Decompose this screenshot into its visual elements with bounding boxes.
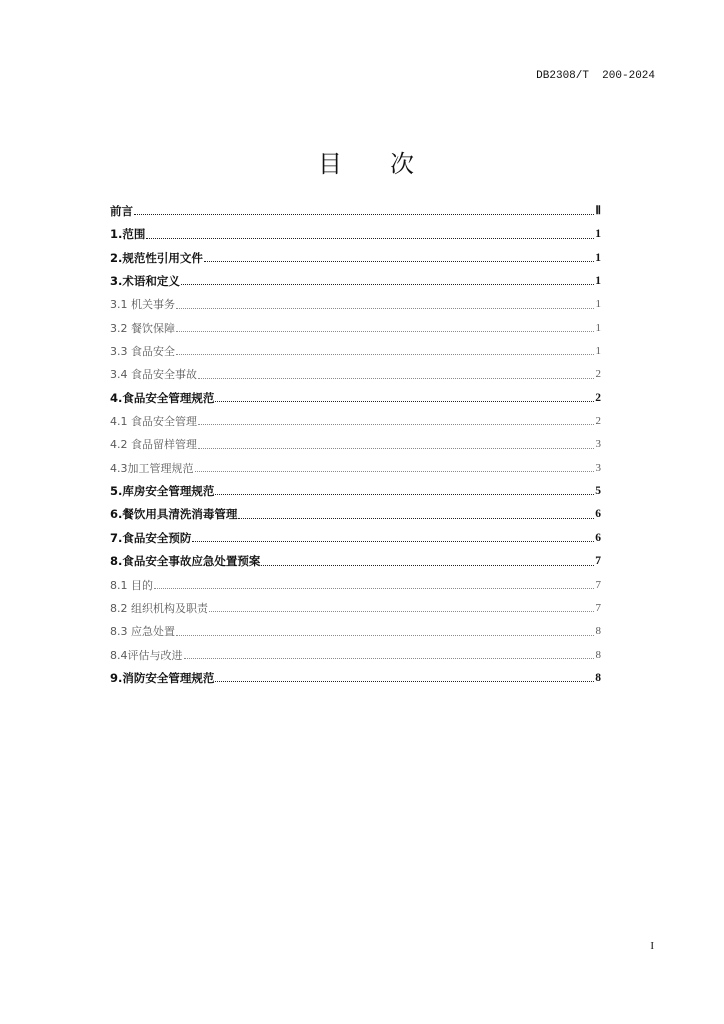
toc-entry-page: 5 bbox=[595, 485, 601, 498]
dot-leader bbox=[195, 471, 595, 472]
toc-entry-page: 7 bbox=[595, 555, 601, 568]
toc-entry-foreword bbox=[110, 200, 601, 223]
toc-entry-page: 6 bbox=[595, 531, 601, 544]
toc-entry-label: 3.4 食品安全事故 bbox=[110, 368, 197, 382]
dot-leader bbox=[215, 401, 594, 402]
dot-leader bbox=[209, 611, 594, 612]
document-id: DB2308/T 200-2024 bbox=[536, 70, 655, 82]
toc-entry-6 bbox=[110, 503, 601, 526]
toc-entry-label: 7.食品安全预防 bbox=[110, 530, 192, 545]
toc-entry-label: 8.2 组织机构及职责 bbox=[110, 601, 208, 615]
dot-leader bbox=[134, 214, 594, 215]
toc-entry-page: 7 bbox=[595, 601, 601, 614]
toc-entry-page: 3 bbox=[595, 461, 601, 474]
dot-leader bbox=[215, 494, 594, 495]
toc-entry-label: 3.1 机关事务 bbox=[110, 298, 175, 312]
toc-entry-label: 3.2 餐饮保障 bbox=[110, 321, 175, 335]
toc-entry-page: 1 bbox=[595, 298, 601, 311]
dot-leader bbox=[238, 518, 594, 519]
toc-entry-4-2 bbox=[110, 433, 601, 456]
toc-entry-4-1 bbox=[110, 410, 601, 433]
toc-entry-label: 4.1 食品安全管理 bbox=[110, 415, 197, 429]
toc-entry-9 bbox=[110, 667, 601, 690]
toc-entry-3-1 bbox=[110, 293, 601, 316]
dot-leader bbox=[154, 588, 594, 589]
toc-entry-4 bbox=[110, 387, 601, 410]
toc-entry-page: 2 bbox=[595, 415, 601, 428]
dot-leader bbox=[176, 635, 594, 636]
toc-entry-label: 前言 bbox=[110, 204, 133, 218]
toc-entry-page: 6 bbox=[595, 508, 601, 521]
toc-entry-page: 2 bbox=[595, 368, 601, 381]
dot-leader bbox=[176, 308, 594, 309]
dot-leader bbox=[198, 448, 594, 449]
toc-entry-label: 1.范围 bbox=[110, 227, 146, 242]
toc-entry-8 bbox=[110, 550, 601, 573]
toc-entry-page: 8 bbox=[595, 648, 601, 661]
toc-entry-label: 4.食品安全管理规范 bbox=[110, 390, 215, 405]
toc-entry-page: 8 bbox=[595, 625, 601, 638]
toc-entry-label: 8.4评估与改进 bbox=[110, 648, 183, 662]
toc-entry-page: 1 bbox=[595, 275, 601, 288]
toc-entry-page: 7 bbox=[595, 578, 601, 591]
toc-entry-label: 8.3 应急处置 bbox=[110, 625, 175, 639]
toc-entry-page: 2 bbox=[595, 391, 601, 404]
dot-leader bbox=[198, 378, 594, 379]
page-number: I bbox=[650, 940, 654, 952]
toc-entry-label: 3.术语和定义 bbox=[110, 274, 180, 289]
toc-entry-2 bbox=[110, 247, 601, 270]
table-of-contents bbox=[110, 200, 601, 690]
toc-entry-label: 3.3 食品安全 bbox=[110, 345, 175, 359]
dot-leader bbox=[192, 541, 594, 542]
toc-entry-label: 8.1 目的 bbox=[110, 578, 153, 592]
toc-entry-label: 4.3加工管理规范 bbox=[110, 461, 194, 475]
toc-entry-1 bbox=[110, 223, 601, 246]
toc-entry-page: 8 bbox=[595, 671, 601, 684]
toc-entry-page: Ⅱ bbox=[595, 205, 601, 217]
toc-entry-page: 3 bbox=[595, 438, 601, 451]
toc-entry-8-1 bbox=[110, 574, 601, 597]
toc-entry-4-3 bbox=[110, 457, 601, 480]
toc-entry-label: 9.消防安全管理规范 bbox=[110, 670, 215, 685]
toc-entry-3-2 bbox=[110, 317, 601, 340]
toc-entry-page: 1 bbox=[595, 251, 601, 264]
dot-leader bbox=[261, 565, 594, 566]
toc-entry-3-3 bbox=[110, 340, 601, 363]
dot-leader bbox=[198, 424, 594, 425]
page-title: 目 次 bbox=[318, 150, 414, 178]
toc-entry-page: 1 bbox=[595, 345, 601, 358]
toc-entry-page: 1 bbox=[595, 228, 601, 241]
dot-leader bbox=[176, 331, 594, 332]
toc-entry-8-4 bbox=[110, 644, 601, 667]
toc-entry-label: 4.2 食品留样管理 bbox=[110, 438, 197, 452]
dot-leader bbox=[146, 238, 594, 239]
dot-leader bbox=[184, 658, 595, 659]
toc-entry-label: 5.库房安全管理规范 bbox=[110, 484, 215, 499]
toc-entry-5 bbox=[110, 480, 601, 503]
toc-entry-3 bbox=[110, 270, 601, 293]
dot-leader bbox=[181, 284, 594, 285]
toc-entry-7 bbox=[110, 527, 601, 550]
dot-leader bbox=[204, 261, 594, 262]
toc-entry-page: 1 bbox=[595, 321, 601, 334]
toc-entry-8-3 bbox=[110, 620, 601, 643]
dot-leader bbox=[176, 354, 594, 355]
toc-entry-label: 2.规范性引用文件 bbox=[110, 250, 203, 265]
toc-entry-label: 8.食品安全事故应急处置预案 bbox=[110, 554, 261, 569]
toc-entry-3-4 bbox=[110, 363, 601, 386]
toc-entry-label: 6.餐饮用具清洗消毒管理 bbox=[110, 507, 238, 522]
dot-leader bbox=[215, 681, 594, 682]
toc-entry-8-2 bbox=[110, 597, 601, 620]
